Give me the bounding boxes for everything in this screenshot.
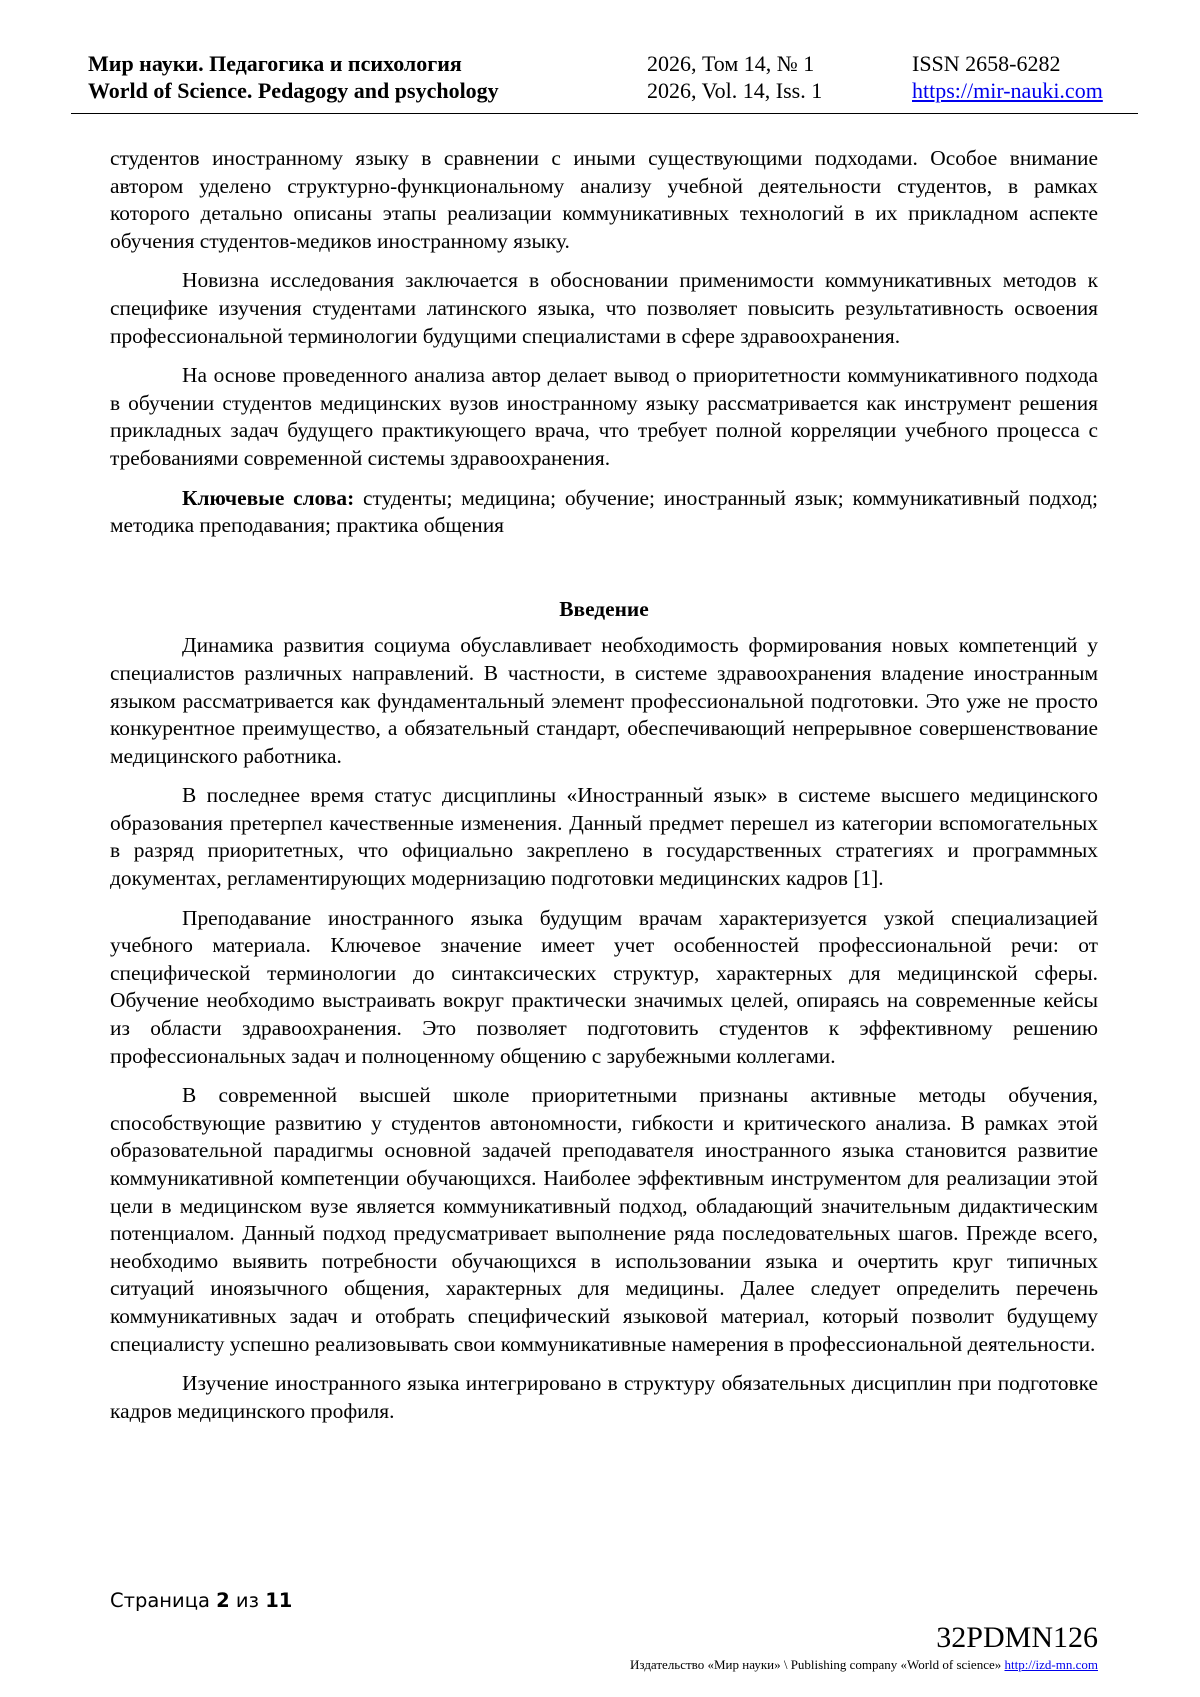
body-paragraph: Изучение иностранного языка интегрировано в структуру обязательных дисциплин при подготовке кадров медицинского профиля. — [110, 1371, 1098, 1423]
journal-title-block — [88, 50, 499, 104]
body-paragraph: В последнее время статус дисциплины «Иностранный язык» в системе высшего медицинского образования претерпел качественные изменения. Данный предмет перешел из категории вспомогательных в разряд приоритетных, что официально закреплено в государственных стратегиях и программных документах, регламентирующих модернизацию подготовки медицинских кадров [1]. — [110, 783, 1098, 891]
section-title-introduction: Введение — [559, 596, 649, 621]
page-total: 11 — [265, 1589, 293, 1612]
issn-block — [912, 50, 1103, 104]
issue-info-en: 2026, Vol. 14, Iss. 1 — [647, 78, 823, 103]
journal-header — [71, 50, 1138, 114]
body-paragraph: Преподавание иностранного языка будущим врачам характеризуется узкой специализацией учебного материала. Ключевое значение имеет учет особенностей профессиональной речи: от специфической терминологии до синтаксических структур, характерных для медицинской сферы. Обучение необходимо выстраивать вокруг практически значимых целей, опираясь на современные кейсы из области здравоохранения. Это позволяет подготовить студентов к эффективному решению профессиональных задач и полноценному общению с зарубежными коллегами. — [110, 905, 1098, 1068]
article-body — [110, 145, 1098, 1437]
page-current: 2 — [216, 1589, 230, 1612]
keywords — [110, 485, 1098, 540]
page-prefix: Страница — [110, 1589, 217, 1612]
issue-info-block — [647, 50, 822, 104]
publisher-link[interactable]: http://izd-mn.com — [1004, 1657, 1098, 1672]
body-paragraph: Динамика развития социума обуславливает необходимость формирования новых компетенций у специалистов различных направлений. В частности, в системе здравоохранения владение иностранным языком рассматривается как фундаментальный элемент профессиональной подготовки. Это уже не просто конкурентное преимущество, а обязательный стандарт, обеспечивающий непрерывное совершенствование медицинского работника. — [110, 633, 1098, 768]
publisher-text: Издательство «Мир науки» \ Publishing company «World of science» — [630, 1657, 1005, 1672]
publisher-line — [630, 1657, 1098, 1673]
page-separator: из — [229, 1589, 266, 1612]
abstract-paragraph: Новизна исследования заключается в обосновании применимости коммуникативных методов к специфике изучения студентами латинского языка, что позволяет повысить результативность освоения профессиональной терминологии будущими специалистами в сфере здравоохранения. — [110, 268, 1098, 348]
abstract-paragraph: студентов иностранному языку в сравнении с иными существующими подходами. Особое внимание автором уделено структурно-функциональному анализу учебной деятельности студентов, в рамках которого детально описаны этапы реализации коммуникативных технологий в их прикладном аспекте обучения студентов-медиков иностранному языку. — [110, 146, 1098, 253]
issn-number: ISSN 2658-6282 — [912, 51, 1061, 76]
keywords-text: студенты; медицина; обучение; иностранный язык; коммуникативный подход; методика преподавания; практика общения — [110, 485, 1098, 538]
article-code: 32PDMN126 — [936, 1621, 1098, 1654]
journal-website-link[interactable]: https://mir-nauki.com — [912, 78, 1103, 103]
page-number — [110, 1589, 292, 1612]
abstract-paragraph: На основе проведенного анализа автор делает вывод о приоритетности коммуникативного подхода в обучении студентов медицинских вузов иностранному языку рассматривается как инструмент решения прикладных задач будущего практикующего врача, что требует полной корреляции учебного процесса с требованиями современной системы здравоохранения. — [110, 363, 1098, 470]
keywords-label: Ключевые слова: — [182, 485, 355, 510]
issue-info-ru: 2026, Том 14, № 1 — [647, 51, 815, 76]
body-paragraph: В современной высшей школе приоритетными признаны активные методы обучения, способствующие развитию у студентов автономности, гибкости и критического анализа. В рамках этой образовательной парадигмы основной задачей преподавателя иностранного языка становится развитие коммуникативной компетенции обучающихся. Наиболее эффективным инструментом для реализации этой цели в медицинском вузе является коммуникативный подход, обладающий значительным дидактическим потенциалом. Данный подход предусматривает выполнение ряда последовательных шагов. Прежде всего, необходимо выявить потребности обучающихся в использовании языка и очертить круг типичных ситуаций иноязычного общения, характерных для медицины. Далее следует определить перечень коммуникативных задач и отобрать специфический языковой материал, который позволит будущему специалисту успешно реализовывать свои коммуникативные намерения в профессиональной деятельности. — [110, 1083, 1098, 1356]
journal-title-ru: Мир науки. Педагогика и психология — [88, 51, 462, 76]
journal-title-en: World of Science. Pedagogy and psychology — [88, 78, 499, 103]
